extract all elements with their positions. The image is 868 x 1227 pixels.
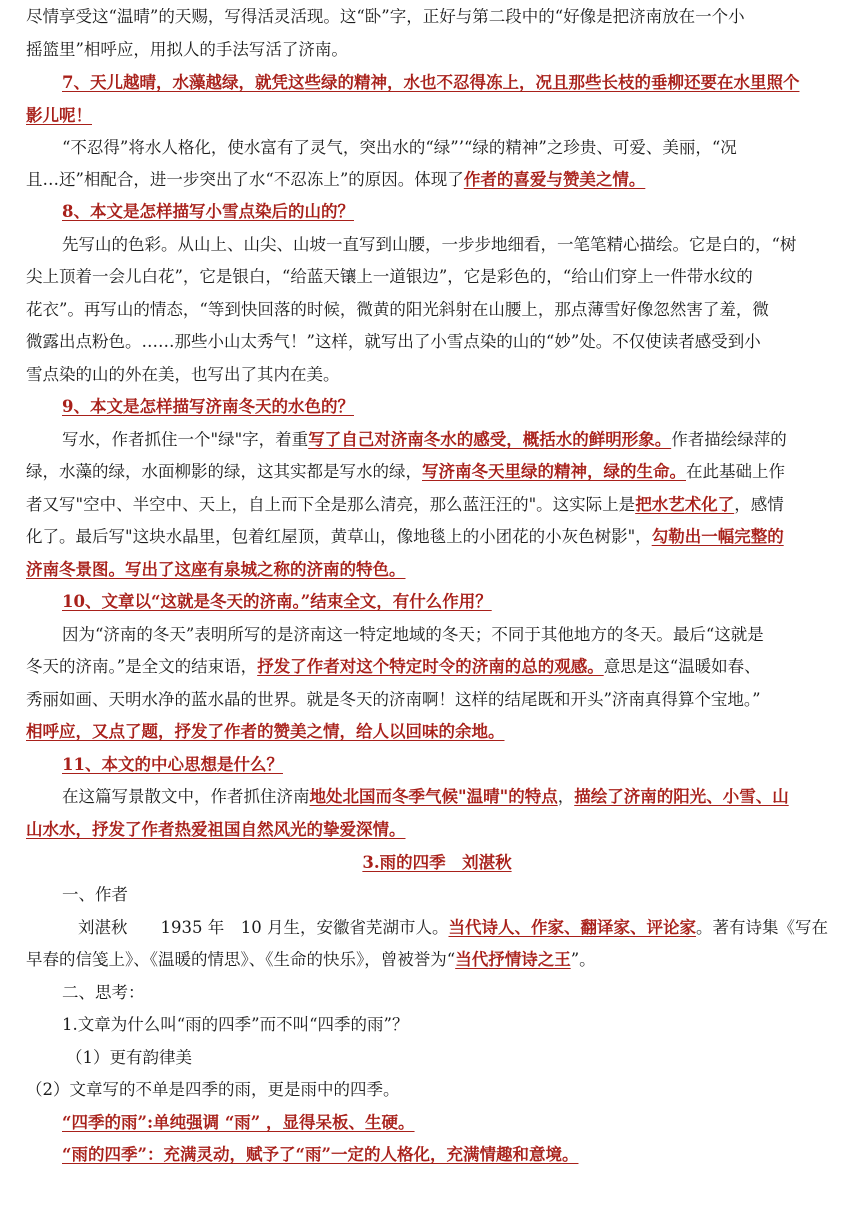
paragraph-line xyxy=(26,267,848,289)
body-text: 先写山的色彩。从山上、山尖、山坡一直写到山腰，一步步地细看，一笔笔精心描绘。它是白的，“树 xyxy=(62,235,797,254)
highlighted-text: 描绘了济南的阳光、小雪、山 xyxy=(574,787,789,806)
paragraph-line xyxy=(26,365,848,387)
subsection-heading xyxy=(26,983,868,1005)
body-text: 化了。最后写"这块水晶里，包着红屋顶，黄草山，像地毯上的小团花的小灰色树影"， xyxy=(26,527,652,546)
body-text: 微露出点粉色。……那些小山太秀气！”这样，就写出了小雪点染的山的“妙”处。不仅使读者感受到小 xyxy=(26,332,761,351)
question-10-heading xyxy=(26,592,868,614)
paragraph-line xyxy=(26,495,848,517)
section-title xyxy=(26,853,848,875)
body-text: ， xyxy=(557,787,575,806)
body-text: 。著有诗集《写在 xyxy=(695,918,828,937)
question-9-heading xyxy=(26,397,868,419)
paragraph-line xyxy=(26,1145,868,1167)
body-text: 绿，水藻的绿，水面柳影的绿，这其实都是写水的绿， xyxy=(26,462,422,481)
paragraph-line xyxy=(26,170,848,192)
paragraph-line xyxy=(26,690,848,712)
highlighted-text: 抒发了作者对这个特定时令的济南的总的观感。 xyxy=(257,657,604,676)
body-text: 秀丽如画、天明水净的蓝水晶的世界。就是冬天的济南啊！这样的结尾既和开头”济南真得算个宝地。” xyxy=(26,690,761,709)
body-text: 刘湛秋 1935 年 10 月生，安徽省芜湖市人。 xyxy=(78,918,449,937)
body-text: “不忍得”将水人格化，使水富有了灵气，突出水的“绿”’“绿的精神”之珍贵、可爱、美丽，“况 xyxy=(62,138,737,157)
body-text: 雪点染的山的外在美，也写出了其内在美。 xyxy=(26,365,340,384)
body-text: ”。 xyxy=(570,950,596,969)
highlighted-text: 9、本文是怎样描写济南冬天的水色的？ xyxy=(62,397,354,416)
question-7-heading xyxy=(26,73,868,95)
paragraph-line xyxy=(26,918,868,940)
paragraph-line xyxy=(26,787,868,809)
body-text: （2）文章写的不单是四季的雨，更是雨中的四季。 xyxy=(26,1080,400,1099)
highlighted-text: 当代诗人、作家、翻译家、评论家 xyxy=(448,918,696,937)
paragraph-line xyxy=(26,560,848,582)
body-text: 作者描绘绿萍的 xyxy=(671,430,787,449)
paragraph-line xyxy=(26,527,848,549)
question-7-heading-cont xyxy=(26,106,848,128)
highlighted-text: “四季的雨”:单纯强调 “雨” ，显得呆板、生硬。 xyxy=(62,1113,415,1132)
body-text: 在这篇写景散文中，作者抓住济南 xyxy=(62,787,310,806)
highlighted-text: 写了自己对济南冬水的感受，概括水的鲜明形象。 xyxy=(308,430,672,449)
highlighted-text: 7、天儿越晴，水藻越绿，就凭这些绿的精神，水也不忍得冻上，况且那些长枝的垂柳还要在水里照个 xyxy=(62,73,800,92)
question-heading xyxy=(26,1015,868,1037)
highlighted-text: 11、本文的中心思想是什么？ xyxy=(62,755,283,774)
paragraph-line xyxy=(26,332,848,354)
paragraph-line xyxy=(26,40,848,62)
highlighted-text: 相呼应，又点了题，抒发了作者的赞美之情，给人以回味的余地。 xyxy=(26,722,505,741)
highlighted-text: 当代抒情诗之王 xyxy=(455,950,571,969)
highlighted-text: 8、本文是怎样描写小雪点染后的山的？ xyxy=(62,202,354,221)
highlighted-text: “雨的四季”：充满灵动，赋予了“雨”一定的人格化，充满情趣和意境。 xyxy=(62,1145,579,1164)
highlighted-text: 写济南冬天里绿的精神，绿的生命。 xyxy=(422,462,686,481)
body-text: （1）更有韵律美 xyxy=(66,1048,192,1067)
list-item xyxy=(26,1080,848,1102)
body-text: 尖上顶着一会儿白花”，它是银白，“给蓝天镶上一道银边”，它是彩色的，“给山们穿上一件带水纹的 xyxy=(26,267,753,286)
highlighted-text: 把水艺术化了 xyxy=(635,495,735,514)
body-text: 在此基础上作 xyxy=(686,462,785,481)
body-text: 尽情享受这“温晴”的天赐，写得活灵活现。这“卧”字，正好与第二段中的“好像是把济南放在一个小 xyxy=(26,7,745,26)
body-text: 意思是这“温暖如春、 xyxy=(603,657,761,676)
body-text: 1.文章为什么叫“雨的四季”而不叫“四季的雨”？ xyxy=(62,1015,409,1034)
paragraph-line xyxy=(26,722,848,744)
body-text: 因为“济南的冬天”表明所写的是济南这一特定地域的冬天；不同于其他地方的冬天。最后“这就是 xyxy=(62,625,764,644)
highlighted-text: 10、文章以“这就是冬天的济南。”结束全文，有什么作用？ xyxy=(62,592,492,611)
highlighted-text: 作者的喜爱与赞美之情。 xyxy=(463,170,646,189)
paragraph-line xyxy=(26,7,848,29)
highlighted-text: 地处北国而冬季气候"温晴"的特点 xyxy=(309,787,558,806)
subsection-heading xyxy=(26,885,868,907)
body-text: 早春的信笺上》、《温暖的情思》、《生命的快乐》，曾被誉为“ xyxy=(26,950,456,969)
highlighted-text: 3.雨的四季 刘湛秋 xyxy=(362,853,512,872)
paragraph-line xyxy=(26,300,848,322)
highlighted-text: 勾勒出一幅完整的 xyxy=(651,527,784,546)
body-text: 写水，作者抓住一个"绿"字，着重 xyxy=(62,430,309,449)
question-8-heading xyxy=(26,202,868,224)
body-text: 一、作者 xyxy=(62,885,128,904)
paragraph-line xyxy=(26,657,848,679)
body-text: ，感情 xyxy=(734,495,784,514)
list-item xyxy=(26,1048,868,1070)
paragraph-line xyxy=(26,820,848,842)
paragraph-line xyxy=(26,430,868,452)
highlighted-text: 济南冬景图。写出了这座有泉城之称的济南的特色。 xyxy=(26,560,406,579)
paragraph-line xyxy=(26,625,868,647)
highlighted-text: 影儿呢！ xyxy=(26,106,92,125)
highlighted-text: 山水水，抒发了作者热爱祖国自然风光的挚爱深情。 xyxy=(26,820,406,839)
paragraph-line xyxy=(26,235,868,257)
body-text: 且…还”相配合，进一步突出了水“不忍冻上”的原因。体现了 xyxy=(26,170,464,189)
body-text: 花衣”。再写山的情态，“等到快回落的时候，微黄的阳光斜射在山腰上，那点薄雪好像忽然害了羞，微 xyxy=(26,300,769,319)
body-text: 冬天的济南。”是全文的结束语， xyxy=(26,657,258,676)
paragraph-line xyxy=(26,1113,868,1135)
body-text: 摇篮里”相呼应，用拟人的手法写活了济南。 xyxy=(26,40,348,59)
question-11-heading xyxy=(26,755,868,777)
paragraph-line xyxy=(26,950,848,972)
paragraph-line xyxy=(26,138,868,160)
body-text: 者又写"空中、半空中、天上，自上而下全是那么清亮，那么蓝汪汪的"。这实际上是 xyxy=(26,495,636,514)
body-text: 二、思考： xyxy=(62,983,145,1002)
paragraph-line xyxy=(26,462,848,484)
